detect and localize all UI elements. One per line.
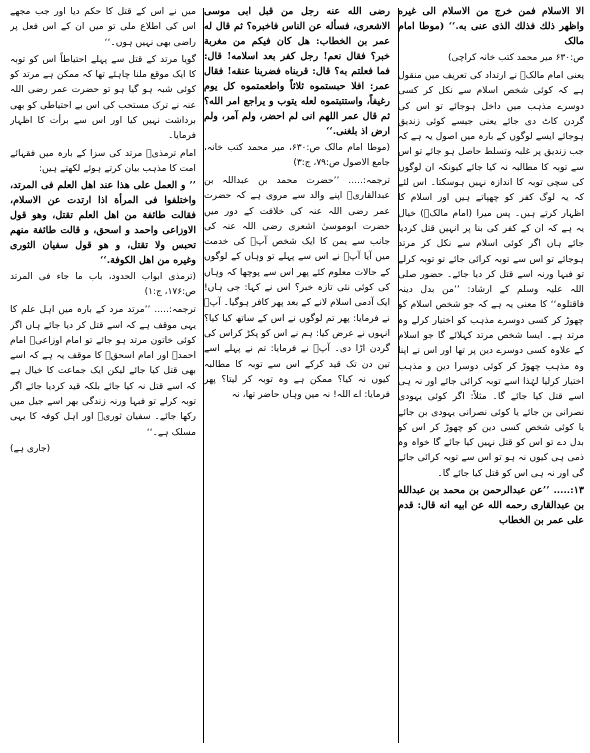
- reference-citation: (ترمذی ابواب الحدود، باب ما جاء فی المرتد ص:۱۷۶، ج:۱): [10, 272, 196, 298]
- column-left: [10, 4, 196, 749]
- urdu-paragraph: امام ترمذیؒ مرتد کی سزا کے بارہ میں فقہائے امت کا مذہب بیان کرتے ہوئے لکھتے ہیں:: [10, 147, 196, 174]
- arabic-quote: رضی الله عنه رجل من قبل ابی موسى الاشعرى، فسأله عن الناس فاخبره؟ ثم قال له عمر بن الخطاب: هل كان فيكم من مغربة خبر؟ فقال نعم! رجل كفر بعد اسلامه! قال: فما فعلتم به؟ قال: قربناه فضربنا عنقه! فقال عمر: افلا حبستموه ثلاثاً واطعمتموه كل يوم رغيفاً، واستتبتموه لعله يتوب و يراجع امر الله؟ ثم قال عمر اللهم انى لم احضر، ولم آمر، ولم ارض اذ بلغنى.‘‘: [204, 6, 390, 137]
- reference-citation: (موطا امام مالک ص:۶۳۰، میر محمد کتب خانہ، جامع الاصول ص:۷۹، ج:۳): [204, 143, 390, 168]
- document-page: [6, 4, 584, 749]
- arabic-quote: الا الاسلام فمن خرج من الاسلام الى غيره واظهر ذلك فذلك الذى عنى به.‘‘ (موطا امام مالک: [398, 6, 584, 47]
- urdu-paragraph: میں نے اس کے قتل کا حکم دیا اور جب مجھے اس کی اطلاع ملی تو میں ان کے اس فعل پر راضی بھی نہیں ہوں۔‘‘: [10, 6, 196, 48]
- urdu-paragraph: یعنی امام مالکؒ نے ارتداد کی تعریف میں منقول ہے کہ کوئی شخص اسلام سے نکل کر کسی دوسرے مذہب میں داخل ہوجائے تو اس کی گردن کاٹ دی جائے یعنی جیسے کوئی زندیق ہوجائے ایسے لوگوں کے بارہ میں اصول یہ ہے کہ جب زندیق پر غلبہ وتسلط حاصل ہو جائے تو اس سے توبہ کا مطالبہ نہ کیا جائے کیونکہ ان لوگوں کی سچی توبہ کا اندازہ نہیں ہوسکتا۔ اس لئے کہ یہ لوگ کفر کو چھپاتے ہیں اور اسلام کا اظہار کرتے ہیں۔ پس میرا (امام مالکؒ) خیال یہ ہے کہ ان کے کفر کی بنا پر انہیں قتل کردیا جائے ہاں اگر کوئی اسلام سے نکل کر مرتد ہوجائے تو اس سے توبہ کرائی جائے تو توبہ کرلے تو فبہا ورنہ اسے قتل کر دیا جائے۔ حضور صلی اللہ علیہ وسلم کے ارشاد: ’’من بدل دینہ فاقتلوہ‘‘ کا معنی یہ ہے کہ جو شخص اسلام کو چھوڑ کر کسی دوسرے مذہب کو اختیار کرلے وہ مرتد ہے۔ ایسا شخص مرتد کہلائے گا جو اسلام کے علاوہ کسی دوسرے دین پر تھا اور اس نے اپنا وہ مذہب چھوڑ کر کوئی دوسرا دین و مذہب اختیار کرلیا لہٰذا اسے توبہ کرائی جائے اور نہ ہی اسے قتل کیا جائے گا۔ مثلاً: اگر کوئی یہودی نصرانی بن جائے یا کوئی نصرانی یہودی بن جائے یا کوئی شخص کسی دین کو چھوڑ کر اس کو بدل دے تو اس کو قتل نہیں کیا جائے گا خواہ وہ ذمی ہی کیوں نہ ہو تو اس سے توبہ کرائی جائے گی اور نہ ہی اس کو قتل کیا جائے گا۔: [398, 70, 584, 479]
- column-right: [398, 4, 584, 749]
- urdu-paragraph: گویا مرتد کے قتل سے پہلے احتیاطاً اس کو توبہ کا ایک موقع ملنا چاہئے تھا کہ ممکن ہے مرتد کو کوئی شبہ ہو گیا ہو تو حضرت عمر رضی اللہ عنہ نے ترک مستحب کی اس بے احتیاطی کو بھی برداشت نہیں کیا اور اس سے برأت کا اظہار فرمایا۔: [10, 53, 196, 142]
- reference-citation: ص:۶۳۰ میر محمد کتب خانہ کراچی): [447, 53, 584, 63]
- urdu-translation: ترجمہ:..... ’’مرتد مرد کے بارہ میں اہل علم کا یہی موقف ہے کہ اسے قتل کر دیا جائے ہاں اگر کوئی خاتون مرتد ہو جائے تو امام اوزاعیؒ امام احمدؒ اور امام اسحقؒ کا موقف یہ ہے کہ اسے بھی قتل کیا جائے لیکن ایک جماعت کا خیال ہے کہ اسے قتل نہ کیا جائے بلکہ قید کردیا جائے اگر توبہ کرلے تو فبہا ورنہ زندگی بھر اسے جیل میں رکھا جائے۔ سفیان ثوریؒ اور اہل کوفہ کا یہی مسلک ہے۔‘‘: [10, 304, 196, 438]
- urdu-translation: ترجمہ:..... ’’حضرت محمد بن عبداللہ بن عبدالقاریؒ اپنے والد سے مروی ہے کہ حضرت عمر رضی اللہ عنہ کی خلافت کے دور میں حضرت ابوموسیٰ اشعری رضی اللہ عنہ کی جانب سے یمن کا ایک شخص آپؓ کی خدمت میں آیا آپؓ نے اس سے پہلے تو وہاں کے لوگوں کے حالات معلوم کئے پھر اس سے پوچھا کہ وہاں کی کوئی نئی تازہ خبر؟ اس نے کہا: جی ہاں! ایک آدمی اسلام لانے کے بعد پھر کافر ہوگیا۔ آپؓ نے فرمایا: پھر تم لوگوں نے اس کے ساتھ کیا کیا؟ انہوں نے عرض کیا: ہم نے اس کو پکڑ کراس کی گردن اڑا دی۔ آپؓ نے فرمایا: تم نے پہلے اسے تین دن تک قید کرکے اس سے توبہ کا مطالبہ کیوں نہ کیا؟ ممکن ہے وہ توبہ کر لیتا؟ پھر فرمایا: اے اللہ! نہ میں وہاں حاضر تھا، نہ: [204, 175, 390, 401]
- continued-note: (جاری ہے): [10, 443, 51, 454]
- arabic-quote: ۱۳:..... ’’عن عبدالرحمن بن محمد بن عبدالله بن عبدالقاری رحمه الله عن ابيه انه قال: قدم على عمر بن الخطاب: [398, 485, 584, 527]
- arabic-quote: ’’ و العمل على هذا عند اهل العلم فى المرتد، واختلفوا فى المرأة اذا ارتدت عن الاسلام، فقالت طائفة من اهل العلم تقتل، وهو قول الاوزاعى واحمد و اسحق، و قالت طائفة منهم تحبس ولا تقتل، و هو قول سفيان الثورى وغيره من اهل الكوفة.‘‘: [10, 180, 196, 267]
- column-middle: [204, 4, 390, 749]
